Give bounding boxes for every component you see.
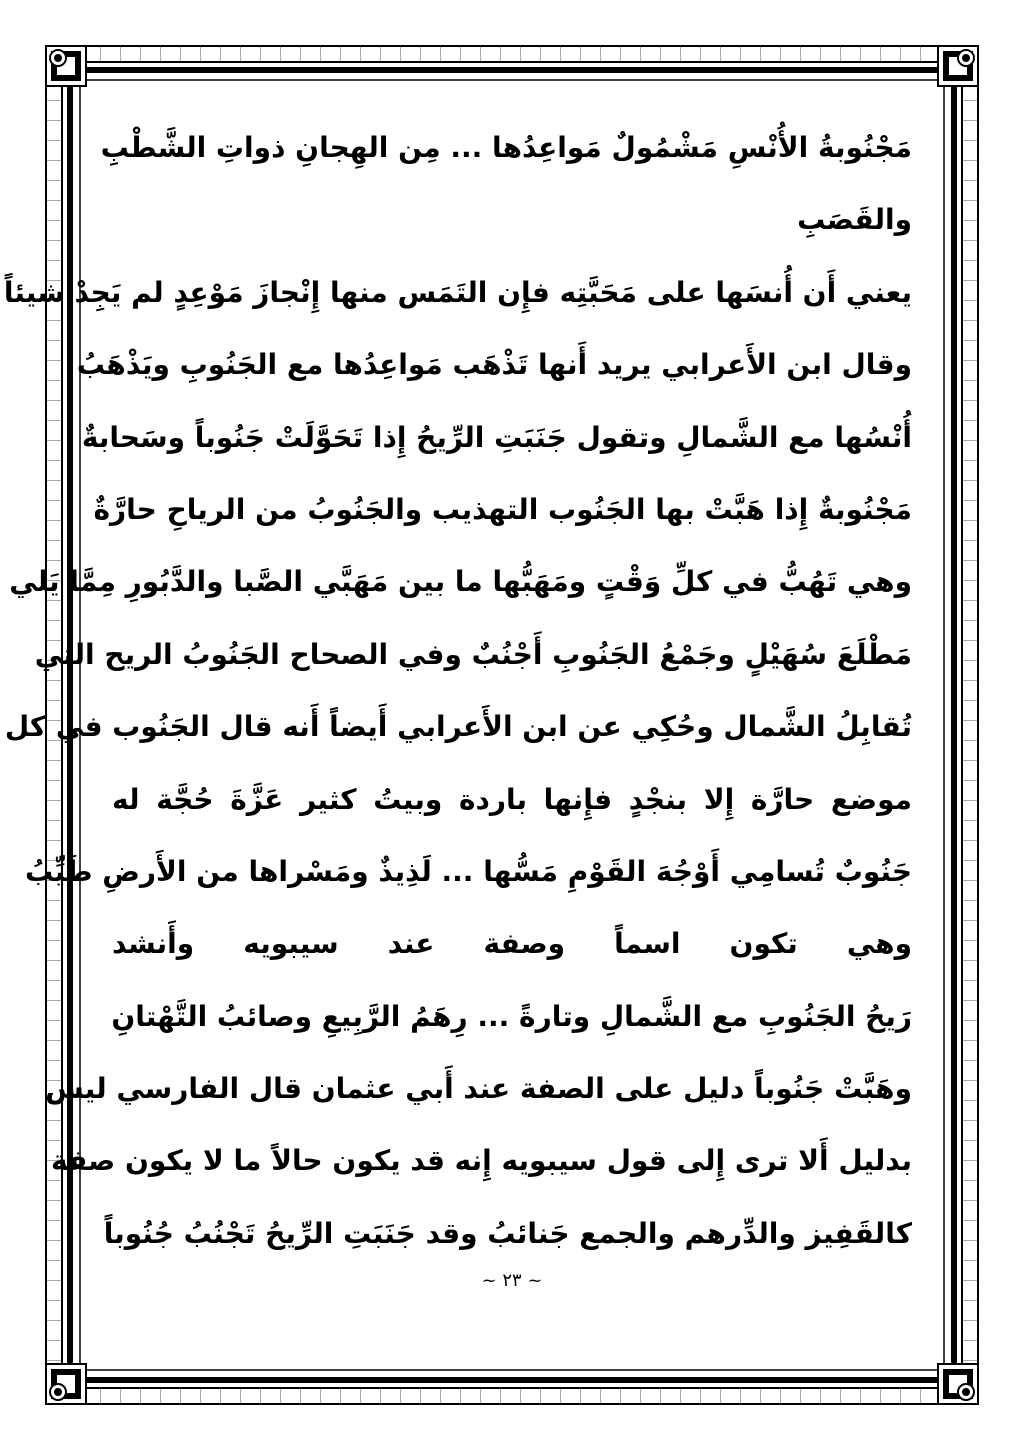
text-line: وقال ابن الأَعرابي يريد أَنها تَذْهَب مَواعِدُها مع الجَنُوبِ ويَذْهَبُ — [76, 348, 912, 382]
text-line: وهي تَهُبُّ في كلِّ وَقْتٍ ومَهَبُّها ما بين مَهَبَّي الصَّبا والدَّبُورِ مِمَّا يَلي — [9, 565, 912, 599]
text-line: وهَبَّتْ جَنُوباً دليل على الصفة عند أَبي عثمان قال الفارسي ليس — [45, 1072, 912, 1106]
text-line: مَجْنُوبةٌ إِذا هَبَّتْ بها الجَنُوب التهذيب والجَنُوبُ من الرياحِ حارَّةٌ — [93, 492, 912, 526]
text-line: تُقابِلُ الشَّمال وحُكِي عن ابن الأَعرابي أَيضاً أَنه قال الجَنُوب في كل — [4, 710, 912, 744]
body-text — [3, 112, 912, 1270]
text-line: جَنُوبٌ تُسامِي أَوْجُهَ القَوْمِ مَسُّها ... لَذِيذٌ ومَسْراها من الأَرضِ طَيِّبُ — [25, 854, 912, 888]
text-line: رَيحُ الجَنُوبِ مع الشَّمالِ وتارةً ... رِهَمُ الرَّبِيعِ وصائبُ التَّهْتانِ — [111, 999, 912, 1033]
text-line: أُنْسُها مع الشَّمالِ وتقول جَنَبَتِ الرِّيحُ إِذا تَحَوَّلَتْ جَنُوباً وسَحابةٌ — [81, 420, 912, 454]
corner-ornament-bottom-right — [938, 1364, 978, 1404]
corner-ornament-top-left — [46, 46, 86, 86]
text-line: بدليل أَلا ترى إِلى قول سيبويه إِنه قد يكون حالاً ما لا يكون صفة — [51, 1144, 912, 1178]
text-line: يعني أَن أُنسَها على مَحَبَّتِه فإِن التَمَس منها إِنْجازَ مَوْعِدٍ لم يَجِدْ شيئاً — [3, 275, 912, 309]
text-line: مَطْلَعَ سُهَيْلٍ وجَمْعُ الجَنُوبِ أَجْنُبٌ وفي الصحاح الجَنُوبُ الريح التي — [34, 637, 912, 671]
text-line: مَجْنُوبةُ الأُنْسِ مَشْمُولٌ مَواعِدُها ... مِن الهِجانِ ذواتِ الشَّطْبِ — [100, 131, 912, 164]
text-line: كالقَفِيز والدِّرهم والجمع جَنائبُ وقد جَنَبَتِ الرِّيحُ تَجْنُبُ جُنُوباً — [103, 1216, 912, 1250]
corner-ornament-top-right — [938, 46, 978, 86]
text-line: وهي تكون اسماً وصفة عند سيبويه وأَنشد — [112, 927, 912, 961]
text-line: موضع حارَّة إِلا بنجْدٍ فإِنها باردة وبيتُ كثير عَزَّةَ حُجَّة له — [112, 782, 912, 816]
page-number: ~ ٢٣ ~ — [481, 1270, 543, 1291]
corner-ornament-bottom-left — [46, 1364, 86, 1404]
text-line: والقَصَبِ — [797, 203, 912, 237]
